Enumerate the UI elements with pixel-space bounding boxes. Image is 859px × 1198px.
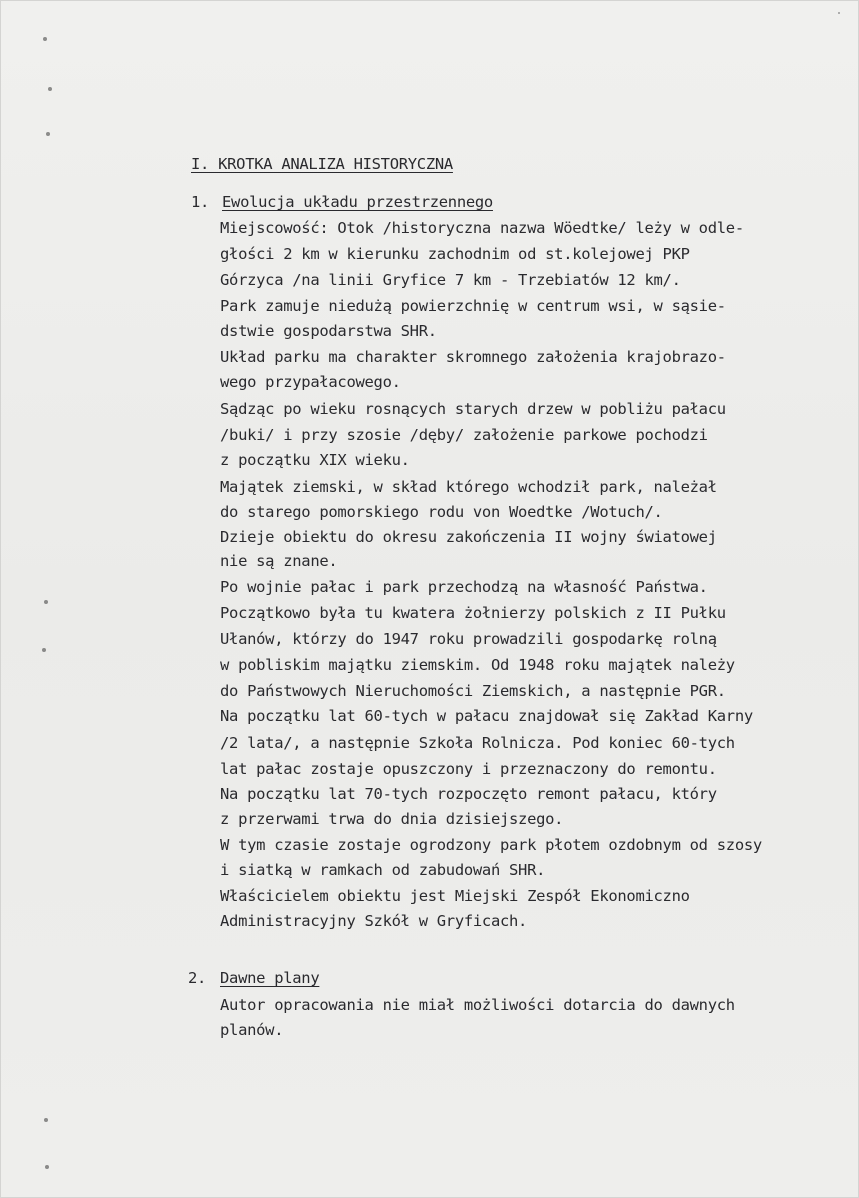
section-1-line: z początku XIX wieku. <box>220 451 410 469</box>
binding-hole-5 <box>42 648 46 652</box>
section-1-line: z przerwami trwa do dnia dzisiejszego. <box>220 810 564 828</box>
binding-hole-6 <box>44 1118 48 1122</box>
section-1-line: Sądząc po wieku rosnących starych drzew w pobliżu pałacu <box>220 400 726 418</box>
section-1-heading: Ewolucja układu przestrzennego <box>222 193 493 211</box>
section-1-line: do Państwowych Nieruchomości Ziemskich, a następnie PGR. <box>220 682 726 700</box>
section-1-line: Dzieje obiektu do okresu zakończenia II wojny światowej <box>220 528 717 546</box>
section-2-heading: Dawne plany <box>220 969 320 987</box>
binding-hole-7 <box>45 1165 49 1169</box>
section-1-line: lat pałac zostaje opuszczony i przeznaczony do remontu. <box>220 760 717 778</box>
section-1-line: dstwie gospodarstwa SHR. <box>220 322 437 340</box>
section-1-line: Administracyjny Szkół w Gryficach. <box>220 912 528 930</box>
binding-hole-4 <box>44 600 48 604</box>
section-1-number: 1. <box>191 193 210 211</box>
section-1-line: Układ parku ma charakter skromnego założenia krajobrazo- <box>220 348 726 366</box>
section-1-line: Majątek ziemski, w skład którego wchodził park, należał <box>220 478 717 496</box>
binding-hole-3 <box>46 132 50 136</box>
section-1-line: do starego pomorskiego rodu von Woedtke /Wotuch/. <box>220 503 663 521</box>
section-1-line: Początkowo była tu kwatera żołnierzy polskich z II Pułku <box>220 604 726 622</box>
section-1-line: w pobliskim majątku ziemskim. Od 1948 roku majątek należy <box>220 656 735 674</box>
section-1-line: Na początku lat 70-tych rozpoczęto remont pałacu, który <box>220 785 717 803</box>
section-1-line: Po wojnie pałac i park przechodzą na własność Państwa. <box>220 578 708 596</box>
section-1-line: W tym czasie zostaje ogrodzony park płotem ozdobnym od szosy <box>220 836 762 854</box>
section-1-line: i siatką w ramkach od zabudowań SHR. <box>220 861 546 879</box>
section-1-line: Właścicielem obiektu jest Miejski Zespół Ekonomiczno <box>220 887 690 905</box>
section-2-number: 2. <box>188 969 207 987</box>
section-1-line: Ułanów, którzy do 1947 roku prowadzili gospodarkę rolną <box>220 630 717 648</box>
section-1-line: Na początku lat 60-tych w pałacu znajdował się Zakład Karny <box>220 707 753 725</box>
binding-hole-1 <box>43 37 47 41</box>
section-1-line: wego przypałacowego. <box>220 373 401 391</box>
edge-mark <box>838 12 840 14</box>
section-1-line: nie są znane. <box>220 552 338 570</box>
section-1-line: Miejscowość: Otok /historyczna nazwa Wöedtke/ leży w odle- <box>220 219 744 237</box>
document-title: I. KROTKA ANALIZA HISTORYCZNA <box>191 155 453 173</box>
binding-hole-2 <box>48 87 52 91</box>
section-2-line: planów. <box>220 1021 284 1039</box>
section-2-line: Autor opracowania nie miał możliwości dotarcia do dawnych <box>220 996 735 1014</box>
section-1-line: Park zamuje niedużą powierzchnię w centrum wsi, w sąsie- <box>220 297 726 315</box>
section-1-line: Górzyca /na linii Gryfice 7 km - Trzebiatów 12 km/. <box>220 271 681 289</box>
section-1-line: /2 lata/, a następnie Szkoła Rolnicza. Pod koniec 60-tych <box>220 734 735 752</box>
section-1-line: /buki/ i przy szosie /dęby/ założenie parkowe pochodzi <box>220 426 708 444</box>
section-1-line: głości 2 km w kierunku zachodnim od st.kolejowej PKP <box>220 245 690 263</box>
